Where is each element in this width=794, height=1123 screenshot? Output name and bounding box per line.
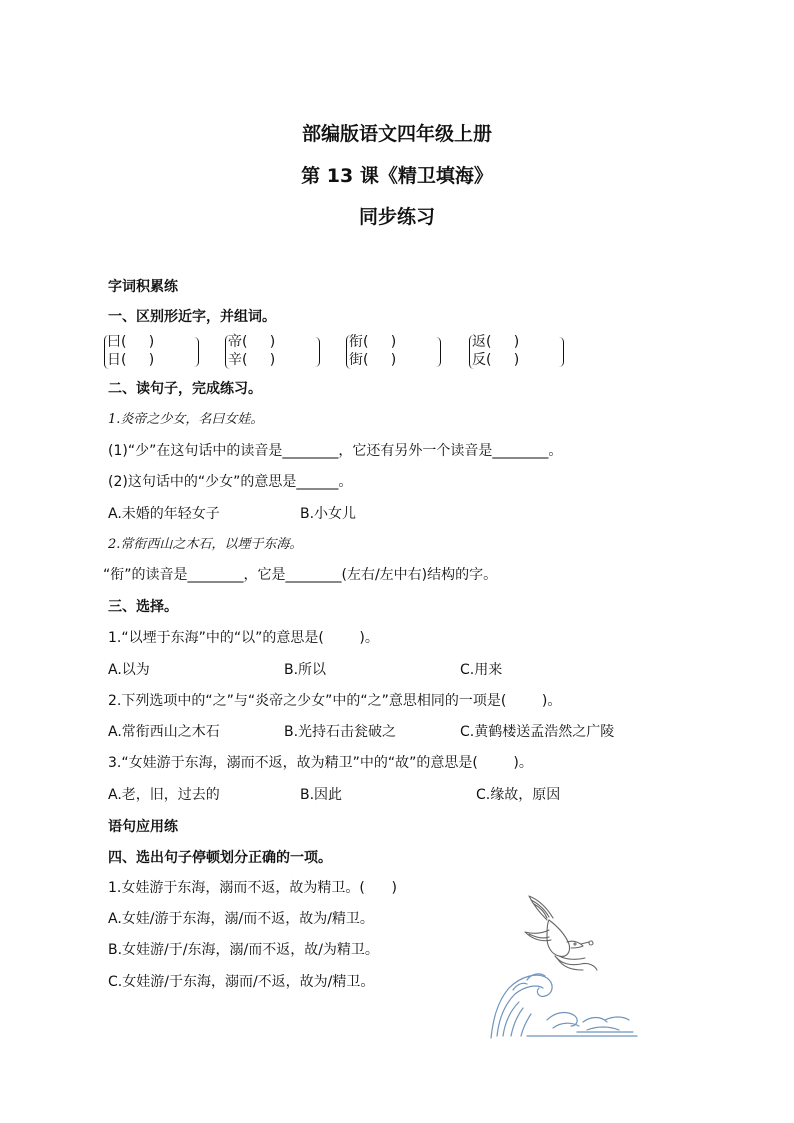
char-pair-2-top: 帝( ) bbox=[228, 334, 276, 350]
choice-3-option-c: C.缘故，原因 bbox=[476, 787, 561, 803]
choice-1-option-c: C.用来 bbox=[460, 662, 503, 678]
sentence-2-question: “衔”的读音是________，它是________(左右/左中右)结构的字。 bbox=[103, 567, 498, 583]
char-pair-3 bbox=[349, 333, 441, 373]
choice-1-option-a: A.以为 bbox=[108, 662, 150, 678]
choice-2-option-a: A.常衔西山之木石 bbox=[108, 724, 220, 740]
pause-option-a: A.女娃/游于东海，溺/而不返，故为/精卫。 bbox=[108, 911, 374, 927]
sentence-1-option-b: B.小女儿 bbox=[300, 506, 357, 522]
page-title: 部编版语文四年级上册 bbox=[301, 123, 492, 145]
jingwei-bird-over-waves-icon bbox=[487, 890, 642, 1040]
char-pair-3-top: 衔( ) bbox=[349, 334, 397, 350]
sentence-1-question-2: (2)这句话中的“少女”的意思是______。 bbox=[108, 474, 353, 490]
char-pair-1 bbox=[107, 333, 199, 373]
char-pair-4-top: 返( ) bbox=[472, 334, 520, 350]
lesson-title: 第 13 课《精卫填海》 bbox=[301, 165, 493, 187]
question-4-heading: 四、选出句子停顿划分正确的一项。 bbox=[108, 850, 332, 866]
char-pair-3-bottom: 街( ) bbox=[349, 352, 397, 368]
pause-question-stem: 1.女娃游于东海，溺而不返，故为精卫。( ) bbox=[108, 880, 397, 896]
choice-2-option-b: B.光持石击瓮破之 bbox=[284, 724, 397, 740]
char-pair-1-top: 曰( ) bbox=[107, 334, 155, 350]
question-2-heading: 二、读句子，完成练习。 bbox=[108, 381, 262, 397]
sentence-1: 1.炎帝之少女，名曰女娃。 bbox=[108, 412, 264, 427]
choice-1-stem: 1.“以堙于东海”中的“以”的意思是( )。 bbox=[108, 630, 379, 646]
char-pair-1-bottom: 日( ) bbox=[107, 352, 155, 368]
question-1-heading: 一、区别形近字，并组词。 bbox=[108, 309, 276, 325]
pause-option-c: C.女娃游/于东海，溺而/不返，故为/精卫。 bbox=[108, 974, 375, 990]
char-pair-4 bbox=[472, 333, 564, 373]
sentence-1-question-1: (1)“少”在这句话中的读音是________，它还有另外一个读音是________。 bbox=[108, 443, 563, 459]
choice-3-stem: 3.“女娃游于东海，溺而不返，故为精卫”中的“故”的意思是( )。 bbox=[108, 755, 533, 771]
page-subtitle: 同步练习 bbox=[358, 206, 435, 228]
choice-3-option-a: A.老，旧，过去的 bbox=[108, 787, 220, 803]
choice-1-option-b: B.所以 bbox=[284, 662, 327, 678]
char-pair-4-bottom: 反( ) bbox=[472, 352, 520, 368]
section-heading-sentences: 语句应用练 bbox=[108, 819, 178, 835]
char-pair-2-bottom: 辛( ) bbox=[228, 352, 276, 368]
choice-2-option-c: C.黄鹤楼送孟浩然之广陵 bbox=[460, 724, 615, 740]
choice-3-option-b: B.因此 bbox=[300, 787, 343, 803]
sentence-2: 2.常衔西山之木石，以堙于东海。 bbox=[108, 537, 303, 552]
char-pair-2 bbox=[228, 333, 320, 373]
section-heading-vocabulary: 字词积累练 bbox=[108, 279, 178, 295]
pause-option-b: B.女娃游/于/东海，溺/而不返，故/为精卫。 bbox=[108, 942, 379, 958]
choice-2-stem: 2.下列选项中的“之”与“炎帝之少女”中的“之”意思相同的一项是( )。 bbox=[108, 693, 562, 709]
sentence-1-option-a: A.未婚的年轻女子 bbox=[108, 506, 220, 522]
question-3-heading: 三、选择。 bbox=[108, 599, 178, 615]
